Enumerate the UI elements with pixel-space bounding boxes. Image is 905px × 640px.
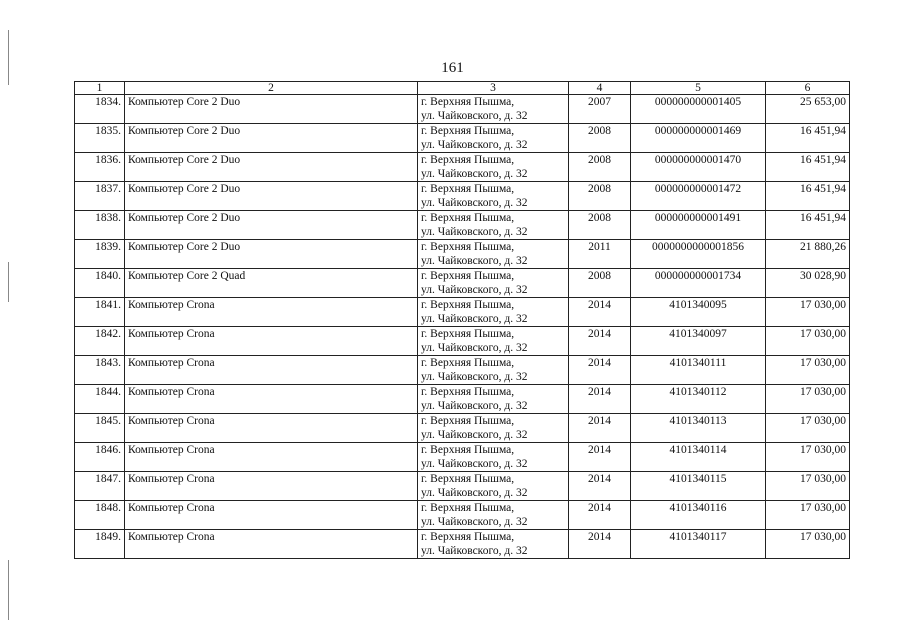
inventory-number: 4101340116 [631,501,766,530]
address-street: ул. Чайковского, д. 32 [421,487,528,499]
address-city: г. Верхняя Пышма, [421,125,515,137]
inventory-number: 000000000001734 [631,269,766,298]
acquisition-year: 2014 [569,501,631,530]
acquisition-year: 2008 [569,182,631,211]
acquisition-year: 2014 [569,385,631,414]
scan-margin-mark [8,262,9,302]
address-street: ул. Чайковского, д. 32 [421,516,528,528]
asset-cost: 17 030,00 [766,385,850,414]
acquisition-year: 2014 [569,443,631,472]
asset-cost: 17 030,00 [766,501,850,530]
asset-name: Компьютер Core 2 Quad [125,269,418,298]
row-number: 1840. [75,269,125,298]
address-street: ул. Чайковского, д. 32 [421,371,528,383]
table-row [75,211,850,240]
acquisition-year: 2008 [569,269,631,298]
asset-cost: 17 030,00 [766,327,850,356]
row-number: 1841. [75,298,125,327]
asset-address [418,124,569,153]
asset-name: Компьютер Crona [125,298,418,327]
asset-cost: 21 880,26 [766,240,850,269]
row-number: 1848. [75,501,125,530]
address-street: ул. Чайковского, д. 32 [421,400,528,412]
inventory-number: 000000000001405 [631,95,766,124]
asset-address [418,269,569,298]
address-street: ул. Чайковского, д. 32 [421,139,528,151]
column-header: 3 [418,82,569,95]
address-street: ул. Чайковского, д. 32 [421,226,528,238]
table-row [75,240,850,269]
acquisition-year: 2007 [569,95,631,124]
asset-address [418,530,569,559]
table-row [75,298,850,327]
page-number: 161 [441,60,464,76]
acquisition-year: 2014 [569,298,631,327]
asset-name: Компьютер Core 2 Duo [125,240,418,269]
asset-name: Компьютер Core 2 Duo [125,124,418,153]
column-number-header-row [75,82,850,95]
address-city: г. Верхняя Пышма, [421,357,515,369]
address-street: ул. Чайковского, д. 32 [421,342,528,354]
table-row [75,356,850,385]
address-city: г. Верхняя Пышма, [421,444,515,456]
asset-name: Компьютер Crona [125,385,418,414]
row-number: 1836. [75,153,125,182]
column-header: 4 [569,82,631,95]
address-city: г. Верхняя Пышма, [421,415,515,427]
row-number: 1835. [75,124,125,153]
inventory-number: 4101340112 [631,385,766,414]
table-row [75,414,850,443]
address-city: г. Верхняя Пышма, [421,270,515,282]
column-header: 6 [766,82,850,95]
asset-name: Компьютер Core 2 Duo [125,153,418,182]
row-number: 1837. [75,182,125,211]
asset-cost: 17 030,00 [766,356,850,385]
address-street: ул. Чайковского, д. 32 [421,429,528,441]
asset-address [418,472,569,501]
address-street: ул. Чайковского, д. 32 [421,284,528,296]
inventory-number: 4101340111 [631,356,766,385]
asset-cost: 16 451,94 [766,211,850,240]
acquisition-year: 2014 [569,327,631,356]
asset-cost: 17 030,00 [766,443,850,472]
address-city: г. Верхняя Пышма, [421,154,515,166]
asset-address [418,153,569,182]
acquisition-year: 2008 [569,211,631,240]
row-number: 1834. [75,95,125,124]
acquisition-year: 2014 [569,414,631,443]
table-row [75,182,850,211]
acquisition-year: 2011 [569,240,631,269]
inventory-number: 4101340115 [631,472,766,501]
inventory-number: 000000000001470 [631,153,766,182]
asset-address [418,385,569,414]
inventory-number: 000000000001472 [631,182,766,211]
registry-table-body [75,95,850,559]
asset-name: Компьютер Crona [125,414,418,443]
asset-name: Компьютер Core 2 Duo [125,95,418,124]
inventory-number: 4101340113 [631,414,766,443]
acquisition-year: 2014 [569,472,631,501]
address-city: г. Верхняя Пышма, [421,531,515,543]
row-number: 1847. [75,472,125,501]
address-city: г. Верхняя Пышма, [421,241,515,253]
acquisition-year: 2008 [569,153,631,182]
address-street: ул. Чайковского, д. 32 [421,313,528,325]
inventory-number: 0000000000001856 [631,240,766,269]
inventory-number: 4101340117 [631,530,766,559]
table-row [75,124,850,153]
asset-address [418,95,569,124]
row-number: 1839. [75,240,125,269]
address-city: г. Верхняя Пышма, [421,502,515,514]
acquisition-year: 2008 [569,124,631,153]
row-number: 1842. [75,327,125,356]
property-registry-table [74,81,850,559]
table-row [75,501,850,530]
column-header: 2 [125,82,418,95]
asset-address [418,356,569,385]
column-header: 1 [75,82,125,95]
address-city: г. Верхняя Пышма, [421,212,515,224]
column-header: 5 [631,82,766,95]
address-street: ул. Чайковского, д. 32 [421,545,528,557]
address-street: ул. Чайковского, д. 32 [421,197,528,209]
table-row [75,269,850,298]
asset-cost: 16 451,94 [766,182,850,211]
inventory-number: 4101340097 [631,327,766,356]
asset-name: Компьютер Core 2 Duo [125,211,418,240]
asset-name: Компьютер Crona [125,501,418,530]
inventory-number: 4101340095 [631,298,766,327]
table-row [75,443,850,472]
row-number: 1846. [75,443,125,472]
asset-address [418,240,569,269]
address-city: г. Верхняя Пышма, [421,473,515,485]
table-row [75,153,850,182]
asset-cost: 17 030,00 [766,472,850,501]
asset-name: Компьютер Core 2 Duo [125,182,418,211]
inventory-number: 000000000001491 [631,211,766,240]
asset-address [418,298,569,327]
asset-address [418,211,569,240]
address-street: ул. Чайковского, д. 32 [421,110,528,122]
asset-address [418,443,569,472]
row-number: 1843. [75,356,125,385]
acquisition-year: 2014 [569,356,631,385]
address-city: г. Верхняя Пышма, [421,96,515,108]
address-street: ул. Чайковского, д. 32 [421,255,528,267]
table-row [75,95,850,124]
asset-name: Компьютер Crona [125,356,418,385]
asset-address [418,327,569,356]
table-row [75,385,850,414]
inventory-number: 4101340114 [631,443,766,472]
row-number: 1838. [75,211,125,240]
row-number: 1845. [75,414,125,443]
asset-cost: 16 451,94 [766,153,850,182]
asset-cost: 30 028,90 [766,269,850,298]
address-city: г. Верхняя Пышма, [421,183,515,195]
asset-cost: 17 030,00 [766,414,850,443]
asset-cost: 17 030,00 [766,530,850,559]
asset-address [418,414,569,443]
asset-cost: 16 451,94 [766,124,850,153]
acquisition-year: 2014 [569,530,631,559]
inventory-number: 000000000001469 [631,124,766,153]
asset-name: Компьютер Crona [125,530,418,559]
table-row [75,327,850,356]
address-city: г. Верхняя Пышма, [421,386,515,398]
address-city: г. Верхняя Пышма, [421,328,515,340]
row-number: 1849. [75,530,125,559]
asset-address [418,501,569,530]
row-number: 1844. [75,385,125,414]
asset-cost: 25 653,00 [766,95,850,124]
address-street: ул. Чайковского, д. 32 [421,168,528,180]
asset-cost: 17 030,00 [766,298,850,327]
asset-address [418,182,569,211]
address-street: ул. Чайковского, д. 32 [421,458,528,470]
scan-margin-mark [8,560,9,620]
address-city: г. Верхняя Пышма, [421,299,515,311]
asset-name: Компьютер Crona [125,472,418,501]
asset-name: Компьютер Crona [125,443,418,472]
asset-name: Компьютер Crona [125,327,418,356]
table-row [75,472,850,501]
table-row [75,530,850,559]
